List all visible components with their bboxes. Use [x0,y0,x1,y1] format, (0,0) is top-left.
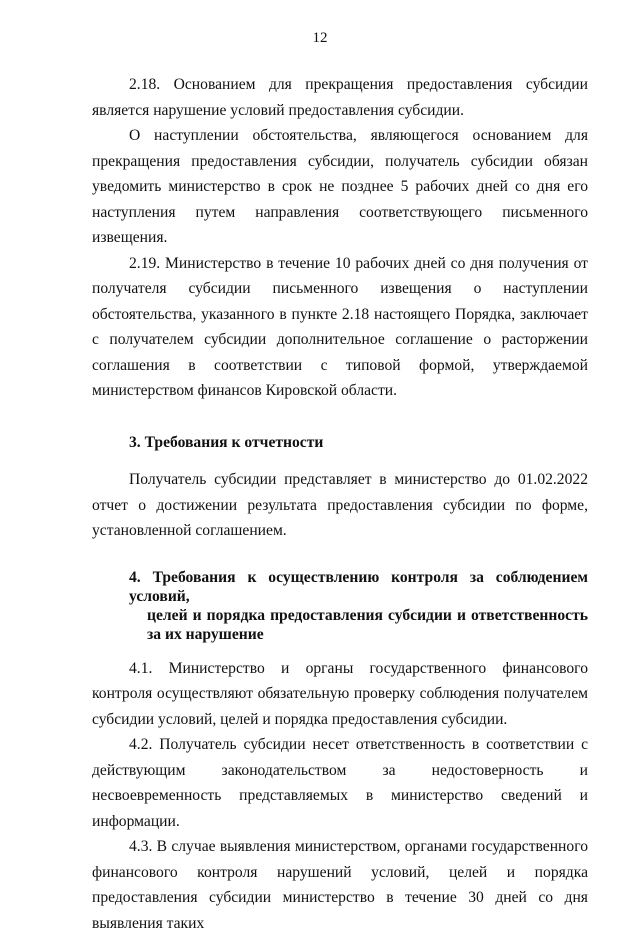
paragraph-4-1: 4.1. Министерство и органы государственного финансового контроля осуществляют обязательную проверку соблюдения получателем субсидии условий, целей и порядка предоставления субсидии. [92,659,588,728]
document-body [92,72,588,936]
section-3-paragraph: Получатель субсидии представляет в министерство до 01.02.2022 отчет о достижении результата предоставления субсидии по форме, установленной соглашением. [92,471,588,539]
paragraph-4-3: 4.3. В случае выявления министерством, органами государственного финансового контроля нарушений условий, целей и порядка предоставления субсидии министерство в течение 30 дней со дня выявления таких [92,838,588,932]
section-4-heading-line-2: целей и порядка предоставления субсидии и ответственность [147,606,588,624]
paragraph-2-19: 2.19. Министерство в течение 10 рабочих дней со дня получения от получателя субсидии письменного извещения о наступлении обстоятельства, указанного в пункте 2.18 настоящего Порядка, заключает с получателем субсидии дополнительное соглашение о расторжении соглашения в соответствии с типовой формой, утверждаемой министерством финансов Кировской области. [92,254,588,399]
page-number: 12 [312,30,328,46]
paragraph-2-18: 2.18. Основанием для прекращения предоставления субсидии является нарушение условий предоставления субсидии. [92,76,588,119]
paragraph-4-2: 4.2. Получатель субсидии несет ответственность в соответствии с действующим законодательством за недостоверность и несвоевременность представляемых в министерство сведений и информации. [92,736,588,830]
section-4-heading-line-3: за их нарушение [147,625,264,643]
section-3-heading: 3. Требования к отчетности [129,433,324,451]
paragraph-notification: О наступлении обстоятельства, являющегося основанием для прекращения предоставления субсидии, получатель субсидии обязан уведомить министерство в срок не позднее 5 рабочих дней со дня его наступления путем направления соответствующего письменного извещения. [92,127,588,246]
section-4-heading [92,568,588,644]
section-4-heading-line-1: 4. Требования к осуществлению контроля за соблюдением условий, [129,568,588,605]
